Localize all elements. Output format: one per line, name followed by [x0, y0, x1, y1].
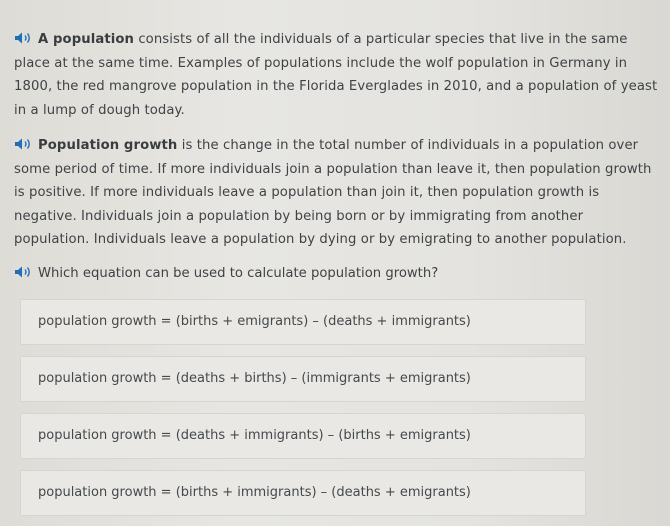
intro-paragraph-population [14, 28, 660, 122]
answer-option-1[interactable] [20, 299, 586, 345]
answer-option-label: population growth = (births + immigrants) – (deaths + emigrants) [38, 485, 471, 500]
answer-option-label: population growth = (deaths + immigrants) – (births + emigrants) [38, 428, 471, 443]
intro-paragraph-population-growth [14, 134, 660, 252]
term-population-growth: Population growth [38, 138, 178, 153]
answer-option-label: population growth = (births + emigrants) – (deaths + immigrants) [38, 314, 471, 329]
answer-option-2[interactable] [20, 356, 586, 402]
speaker-icon[interactable] [14, 31, 34, 45]
question-prompt [14, 262, 438, 285]
question-text: Which equation can be used to calculate population growth? [38, 266, 439, 281]
term-population: A population [38, 32, 135, 47]
speaker-icon[interactable] [14, 265, 34, 279]
answer-option-3[interactable] [20, 413, 586, 459]
speaker-icon[interactable] [14, 137, 34, 151]
answer-option-label: population growth = (deaths + births) – (immigrants + emigrants) [38, 371, 471, 386]
paragraph-text: is the change in the total number of individuals in a population over some period of time. If more individuals join a population than leave it, then population growth is positive. If more individuals leave a population than join it, then population growth is negative. Individuals join a population by being born or by immigrating from another population. Individuals leave a population by dying or by emigrating to another population. [14, 138, 652, 247]
paragraph-text: consists of all the individuals of a particular species that live in the same place at the same time. Examples of populations include the wolf population in Germany in 1800, the red mangrove population in the Florida Everglades in 2010, and a population of yeast in a lump of dough today. [14, 32, 658, 118]
answer-option-4[interactable] [20, 470, 586, 516]
